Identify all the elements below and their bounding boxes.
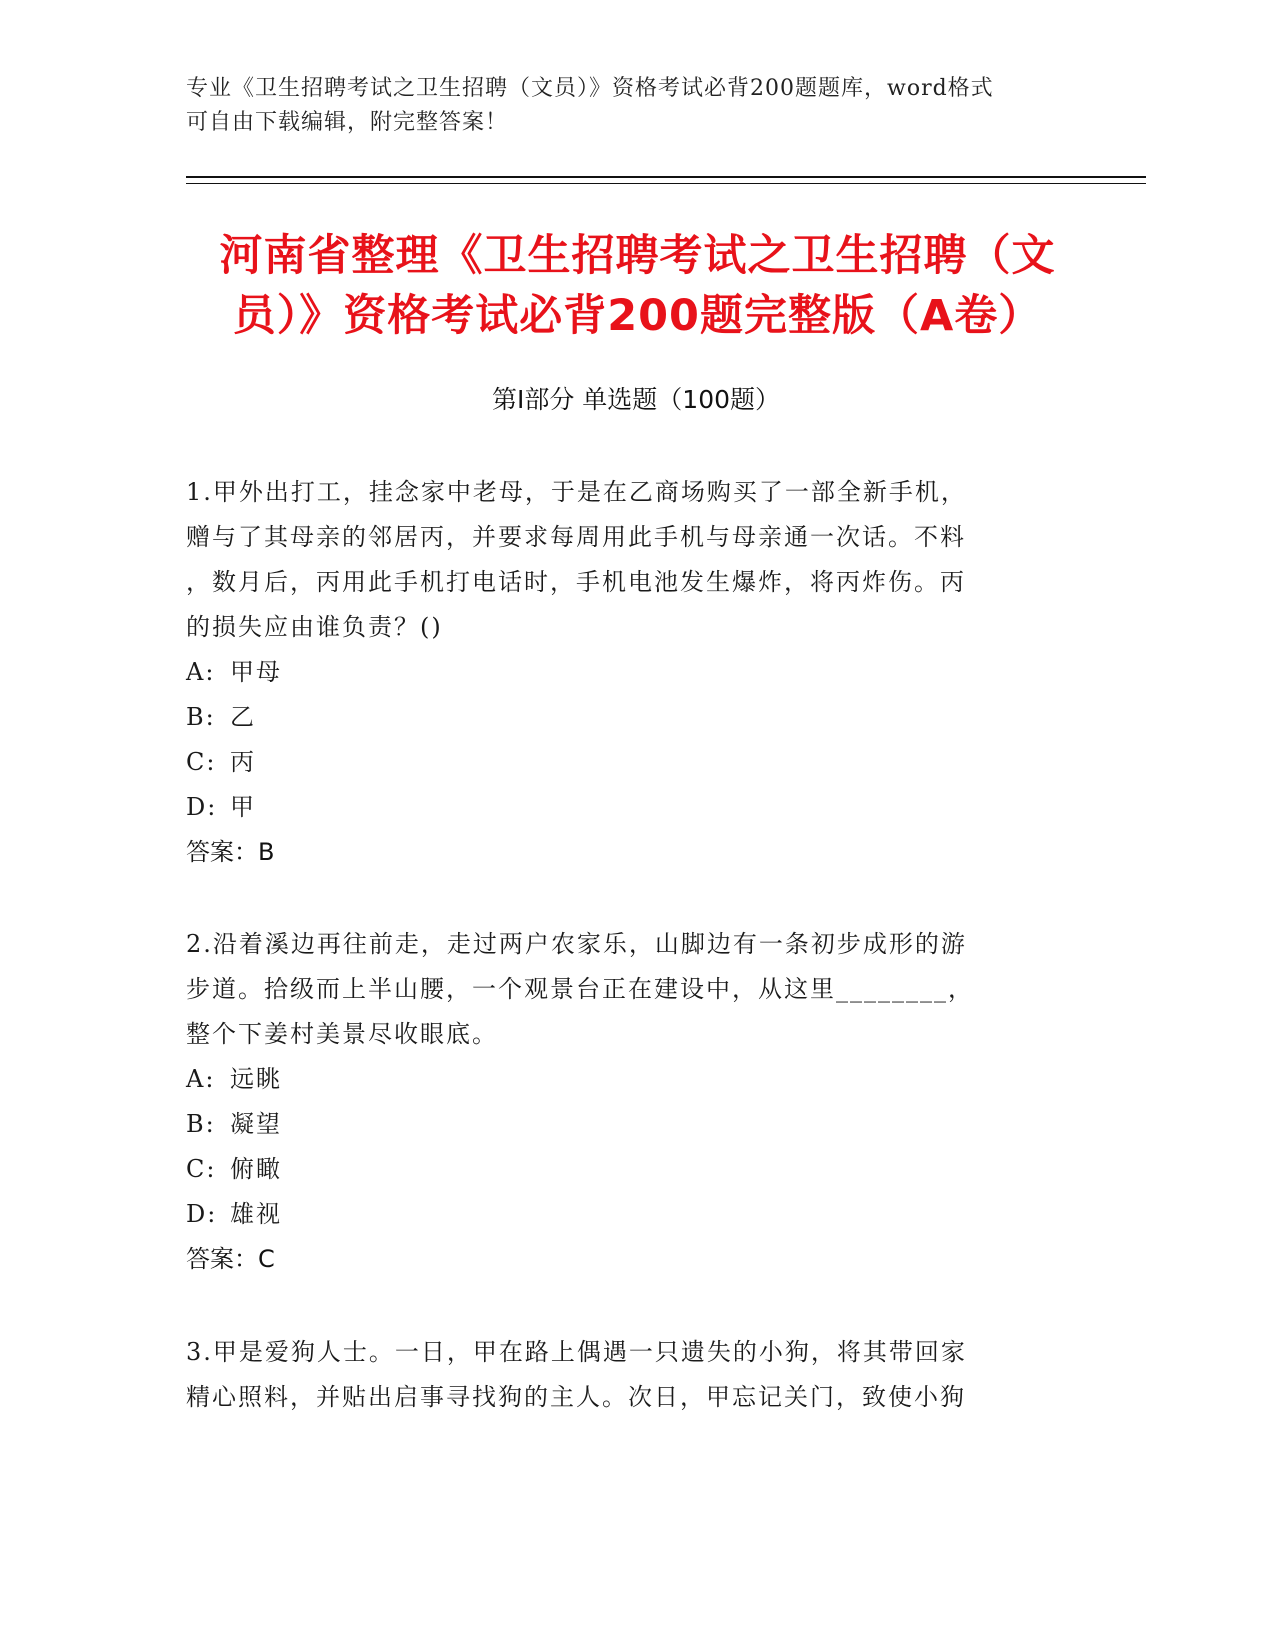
- question-stem-line: 3.甲是爱狗人士。一日，甲在路上偶遇一只遗失的小狗，将其带回家: [186, 1338, 967, 1366]
- option-letter: C:: [186, 1155, 217, 1183]
- option-letter: C:: [186, 748, 217, 776]
- option-a: [186, 650, 1046, 695]
- question-stem-line: 整个下姜村美景尽收眼底。: [186, 1020, 498, 1048]
- option-text: 远眺: [230, 1065, 282, 1093]
- option-text: 甲母: [230, 658, 282, 686]
- header-note: [186, 72, 1086, 140]
- option-letter: D:: [186, 1200, 218, 1228]
- answer-line: 答案：B: [186, 838, 275, 866]
- option-text: 雄视: [230, 1200, 282, 1228]
- option-b: [186, 1102, 1046, 1147]
- option-d: [186, 1192, 1046, 1237]
- answer-line: 答案：C: [186, 1245, 275, 1273]
- document-title-line-1: 河南省整理《卫生招聘考试之卫生招聘（文: [219, 231, 1056, 281]
- option-text: 乙: [230, 703, 256, 731]
- option-c: [186, 1147, 1046, 1192]
- option-b: [186, 695, 1046, 740]
- option-text: 甲: [230, 793, 256, 821]
- question-1: [186, 470, 1046, 875]
- option-letter: A:: [186, 658, 216, 686]
- document-title: [150, 226, 1125, 346]
- option-text: 俯瞰: [230, 1155, 282, 1183]
- option-a: [186, 1057, 1046, 1102]
- section-heading: 第Ⅰ部分 单选题（100题）: [491, 385, 781, 414]
- option-text: 丙: [230, 748, 256, 776]
- option-letter: A:: [186, 1065, 216, 1093]
- question-stem-line: 精心照料，并贴出启事寻找狗的主人。次日，甲忘记关门，致使小狗: [186, 1383, 966, 1411]
- option-letter: B:: [186, 1110, 216, 1138]
- option-letter: B:: [186, 703, 216, 731]
- header-divider-thick: [186, 176, 1146, 178]
- question-stem-line: 2.沿着溪边再往前走，走过两户农家乐，山脚边有一条初步成形的游: [186, 930, 967, 958]
- document-title-line-2: 员）》资格考试必背200题完整版（A卷）: [232, 291, 1043, 341]
- question-stem-line: ，数月后，丙用此手机打电话时，手机电池发生爆炸，将丙炸伤。丙: [186, 568, 966, 596]
- option-c: [186, 740, 1046, 785]
- header-divider-thin: [186, 183, 1146, 184]
- header-note-line-1: 专业《卫生招聘考试之卫生招聘（文员）》资格考试必背200题题库，word格式: [186, 76, 994, 101]
- question-stem-line: 1.甲外出打工，挂念家中老母，于是在乙商场购买了一部全新手机，: [186, 478, 967, 506]
- option-d: [186, 785, 1046, 830]
- question-stem-line: 赠与了其母亲的邻居丙，并要求每周用此手机与母亲通一次话。不料: [186, 523, 966, 551]
- question-stem-line: 的损失应由谁负责？(): [186, 613, 443, 641]
- question-2: [186, 922, 1046, 1282]
- question-3: [186, 1330, 1046, 1420]
- option-letter: D:: [186, 793, 218, 821]
- question-stem-line: 步道。拾级而上半山腰，一个观景台正在建设中，从这里________，: [186, 975, 974, 1003]
- option-text: 凝望: [230, 1110, 282, 1138]
- header-note-line-2: 可自由下载编辑，附完整答案！: [186, 110, 509, 135]
